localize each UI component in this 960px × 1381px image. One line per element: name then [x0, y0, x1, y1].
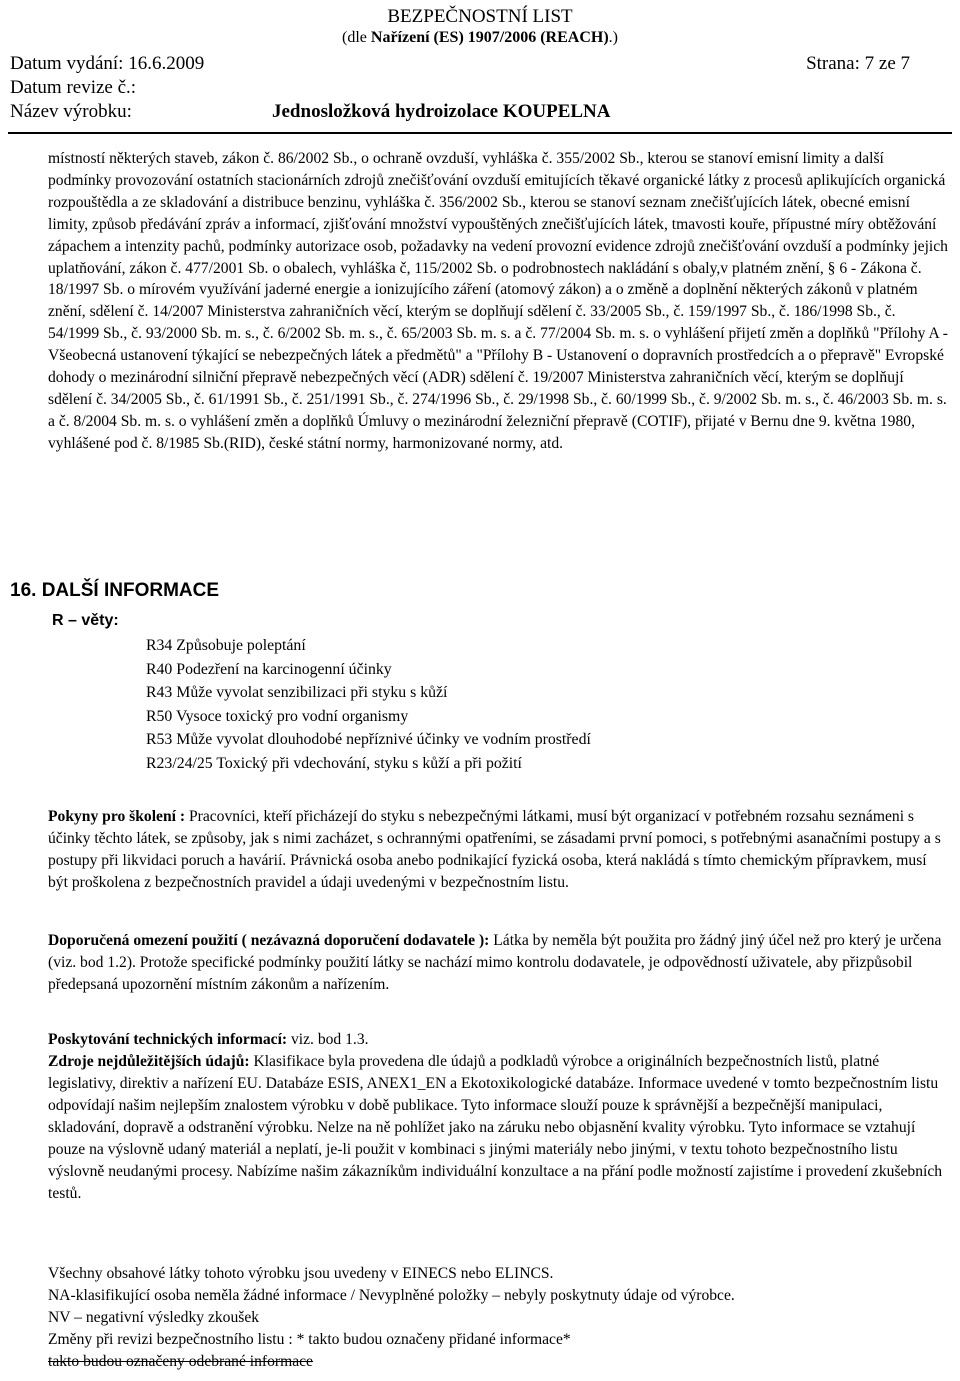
section-heading: 16. DALŠÍ INFORMACE — [10, 580, 220, 601]
issue-date: 16.6.2009 — [128, 53, 205, 74]
revision-label: Datum revize č.: — [10, 77, 137, 98]
r-phrase: R34 Způsobuje poleptání — [146, 637, 306, 654]
changes-note: Změny při revizi bezpečnostního listu : * takto budou označeny přidané informace* — [48, 1331, 571, 1348]
r-phrase: R43 Může vyvolat senzibilizaci při styku s kůží — [146, 684, 448, 702]
einecs-note: Všechny obsahové látky tohoto výrobku jsou uvedeny v EINECS nebo ELINCS. — [48, 1265, 554, 1282]
r-phrase: R53 Může vyvolat dlouhodobé nepříznivé účinky ve vodním prostředí — [146, 731, 591, 749]
r-phrases-label: R – věty: — [52, 612, 119, 629]
nv-note: NV – negativní výsledky zkoušek — [48, 1309, 260, 1326]
restriction-paragraph: Doporučená omezení použití ( nezávazná doporučení dodavatele ): Látka by neměla být použita pro žádný jiný účel než pro který je určena (viz. bod 1.2). Protože specifické podmínky použití látky se nachází mimo kontrolu dodavatele, je odpovědností uživatele, aby přizpůsobil předepsaná upozornění místním zákonům a nařízením. — [48, 932, 942, 993]
tech-info-paragraph: Poskytování technických informací: viz. bod 1.3. — [48, 1031, 369, 1048]
issue-date-label: Datum vydání: — [10, 53, 124, 74]
r-phrase: R40 Podezření na karcinogenní účinky — [146, 660, 392, 678]
restriction-label: Doporučená omezení použití ( nezávazná doporučení dodavatele ): — [48, 932, 490, 949]
page-number: Strana: 7 ze 7 — [806, 53, 910, 74]
document-subtitle: (dle Nařízení (ES) 1907/2006 (REACH).) — [342, 29, 618, 46]
r-phrase: R50 Vysoce toxický pro vodní organismy — [146, 707, 409, 725]
tech-info-label: Poskytování technických informací: — [48, 1031, 288, 1048]
regulations-paragraph: místností některých staveb, zákon č. 86/2002 Sb., o ochraně ovzduší, vyhláška č. 355/2002 Sb., kterou se stanoví emisní limity a další podmínky provozování ostatních stacionárních zdrojů znečišťování ovzduší emitujících těkavé organické látky z procesů aplikujících organická rozpouštědla a ze skladování a distribuce benzinu, vyhláška č. 356/2002 Sb., kterou se stanoví seznam znečišťujících látek, obecné emisní limity, způsob předávání zpráv a informací, zjišťování množství vypouštěných znečišťujících látek, tmavosti kouře, přípustné míry obtěžování zápachem a intenzity pachů, podmínky autorizace osob, požadavky na vedení provozní evidence zdrojů znečišťování ovzduší a podmínky jejich uplatňování, zákon č. 477/2001 Sb. o obalech, vyhláška č, 115/2002 Sb. o podrobnostech nakládání s obaly,v platném znění, § 6 - Zákona č. 18/1997 Sb. o mírovém využívání jaderné energie a ionizujícího záření (atomový zákon) a o změně a doplnění některých zákonů v platném znění, sdělení č. 14/2007 Ministerstva zahraničních věcí, kterým se doplňují sdělení č. 33/2005 Sb., č. 159/1997 Sb., č. 186/1998 Sb., č. 54/1999 Sb., č. 93/2000 Sb. m. s., č. 6/2002 Sb. m. s., č. 65/2003 Sb. m. s. a č. 77/2004 Sb. m. s. o vyhlášení přijetí změn a doplňků "Přílohy A - Všeobecná ustanovení týkající se nebezpečných látek a předmětů" a "Přílohy B - Ustanovení o dopravních prostředcích a o přepravě" Evropské dohody o mezinárodní silniční přepravě nebezpečných věcí (ADR) sdělení č. 19/2007 Ministerstva zahraničních věcí, kterým se doplňují sdělení č. 34/2005 Sb., č. 61/1991 Sb., č. 251/1991 Sb., č. 274/1996 Sb., č. 29/1998 Sb., č. 60/1999 Sb., č. 9/2002 Sb. m. s., č. 46/2003 Sb. m. s. a č. 8/2004 Sb. m. s. o vyhlášení změn a doplňků Úmluvy o mezinárodní železniční přepravě (COTIF), přijaté v Bernu dne 9. května 1980, vyhlášené pod č. 8/1985 Sb.(RID), české státní normy, harmonizované normy, atd. — [48, 150, 948, 452]
training-paragraph: Pokyny pro školení : Pracovníci, kteří přicházejí do styku s nebezpečnými látkami, musí být organizací v potřebném rozsahu seznámeni s účinky těchto látek, se způsoby, jak s nimi zacházet, s ochrannými opatřeními, se zásadami první pomoci, s potřebnými asanačními postupy a s postupy při likvidaci poruch a havárií. Právnická osoba anebo podnikající fyzická osoba, která nakládá s tímto chemickým přípravkem, musí být proškolena z bezpečnostních pravidel a údaji uvedenými v bezpečnostním listu. — [48, 808, 941, 891]
sources-label: Zdroje nejdůležitějších údajů: — [48, 1053, 250, 1070]
struck-note: takto budou označeny odebrané informace — [48, 1353, 313, 1370]
header-divider — [8, 132, 952, 134]
r-phrases-list — [146, 634, 591, 776]
na-note: NA-klasifikující osoba neměla žádné informace / Nevyplněné položky – nebyly poskytnuty údaje od výrobce. — [48, 1287, 735, 1304]
product-name: Jednosložková hydroizolace KOUPELNA — [272, 101, 611, 122]
product-label: Název výrobku: — [10, 101, 132, 122]
r-phrase: R23/24/25 Toxický při vdechování, styku s kůží a při požití — [146, 754, 522, 772]
training-label: Pokyny pro školení : — [48, 808, 186, 825]
document-title: BEZPEČNOSTNÍ LIST — [387, 6, 573, 27]
sources-paragraph: Zdroje nejdůležitějších údajů: Klasifikace byla provedena dle údajů a podkladů výrobce a originálních bezpečnostních listů, platné legislativy, direktiv a nařízení EU. Databáze ESIS, ANEX1_EN a Ekotoxikologické databáze. Informace uvedené v tomto bezpečnostním listu odpovídají našim nejlepším znalostem výrobku v době publikace. Tyto informace slouží pouze k správnější a bezpečnější manipulaci, skladování, dopravě a odstranění výrobku. Nelze na ně pohlížet jako na záruku nebo objasnění kvality výrobku. Tyto informace se vztahují pouze na výslovně udaný materiál a neplatí, je-li použit v kombinaci s jinými materiály nebo jinými, v textu tohoto bezpečnostního listu výslovně neudanými procesy. Nabízíme našim zákazníkům individuální konzultace a na přání podle možností zajistíme i provedení zkušebních testů. — [48, 1053, 943, 1202]
